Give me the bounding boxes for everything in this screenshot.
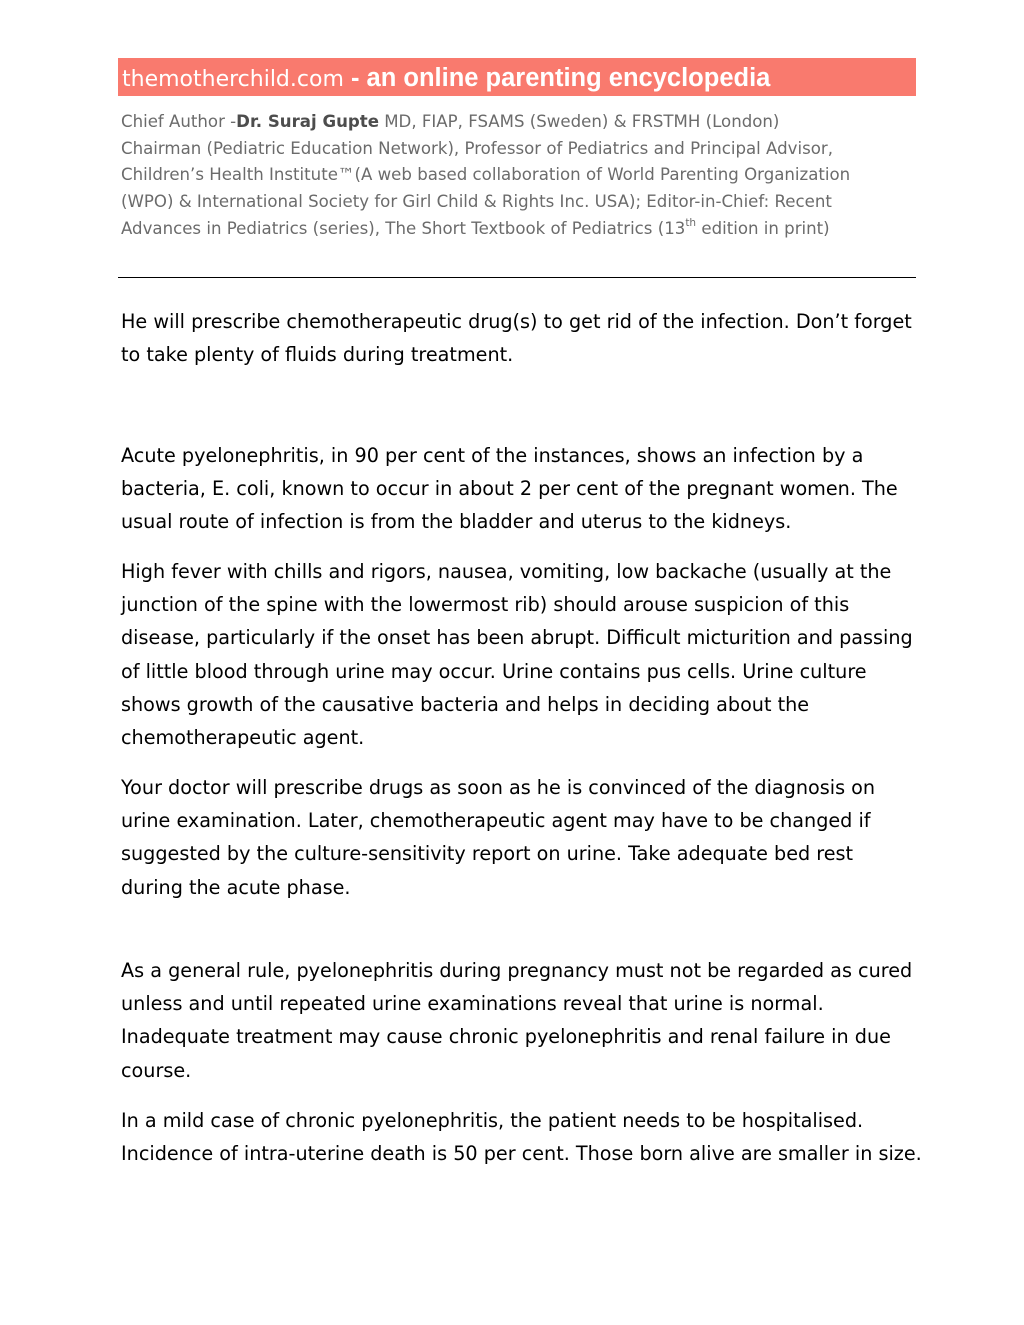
paragraph-line: Inadequate treatment may cause chronic pyelonephritis and renal failure in due — [121, 1025, 891, 1049]
paragraph-line: usual route of infection is from the bladder and uterus to the kidneys. — [121, 510, 792, 534]
author-qualifications: MD, FIAP, FSAMS (Sweden) & FRSTMH (London) — [378, 112, 780, 131]
paragraph-acute-pyelonephritis — [121, 439, 921, 539]
paragraph-chronic-case — [121, 1104, 921, 1170]
paragraph-symptoms — [121, 555, 921, 754]
paragraph-line: disease, particularly if the onset has been abrupt. Difficult micturition and passing — [121, 626, 913, 650]
paragraph-line: Incidence of intra-uterine death is 50 per cent. Those born alive are smaller in size. — [121, 1142, 922, 1166]
paragraph-line: bacteria, E. coli, known to occur in about 2 per cent of the pregnant women. The — [121, 477, 898, 501]
credit-line-5-start: Advances in Pediatrics (series), The Short Textbook of Pediatrics (13 — [121, 218, 686, 238]
paragraph-line: chemotherapeutic agent. — [121, 726, 365, 750]
site-name: themotherchild.com — [122, 67, 344, 92]
paragraph-line: urine examination. Later, chemotherapeutic agent may have to be changed if — [121, 809, 871, 833]
edition-superscript: th — [685, 217, 697, 230]
author-credits — [121, 109, 921, 243]
paragraph-line: He will prescribe chemotherapeutic drug(s) to get rid of the infection. Don’t forget — [121, 310, 912, 333]
credit-line-2: Chairman (Pediatric Education Network), Professor of Pediatrics and Principal Advisor, — [121, 138, 833, 158]
author-prefix: Chief Author - — [121, 112, 237, 131]
paragraph-general-rule — [121, 954, 921, 1087]
paragraph-line: In a mild case of chronic pyelonephritis, the patient needs to be hospitalised. — [121, 1109, 864, 1132]
paragraph-line: junction of the spine with the lowermost rib) should arouse suspicion of this — [121, 593, 850, 617]
credit-line-5-end: edition in print) — [696, 218, 830, 238]
credit-line-1 — [121, 109, 921, 136]
paragraph-line: course. — [121, 1058, 192, 1082]
credit-line-4: (WPO) & International Society for Girl Child & Rights Inc. USA); Editor-in-Chief: Recent — [121, 192, 832, 212]
paragraph-line: of little blood through urine may occur. Urine contains pus cells. Urine culture — [121, 659, 867, 683]
paragraph-line: Acute pyelonephritis, in 90 per cent of the instances, shows an infection by a — [121, 444, 864, 467]
author-name: Dr. Suraj Gupte — [236, 112, 379, 131]
paragraph-line: Your doctor will prescribe drugs as soon as he is convinced of the diagnosis on — [121, 776, 876, 799]
credit-line-3: Children’s Health Institute™(A web based collaboration of World Parenting Organization — [121, 165, 851, 185]
paragraph-line: unless and until repeated urine examinations reveal that urine is normal. — [121, 992, 824, 1016]
header-divider — [118, 277, 916, 278]
paragraph-line: to take plenty of fluids during treatment. — [121, 343, 514, 367]
paragraph-treatment — [121, 305, 921, 371]
paragraph-line: High fever with chills and rigors, nausea, vomiting, low backache (usually at the — [121, 560, 892, 583]
paragraph-line: during the acute phase. — [121, 875, 351, 899]
site-banner — [118, 58, 916, 96]
paragraph-doctor-prescription — [121, 771, 921, 904]
paragraph-line: suggested by the culture-sensitivity report on urine. Take adequate bed rest — [121, 842, 854, 866]
credit-line-5 — [121, 216, 921, 243]
paragraph-line: shows growth of the causative bacteria and helps in deciding about the — [121, 692, 810, 716]
paragraph-line: As a general rule, pyelonephritis during pregnancy must not be regarded as cured — [121, 959, 913, 982]
site-tagline: - an online parenting encyclopedia — [343, 64, 771, 92]
